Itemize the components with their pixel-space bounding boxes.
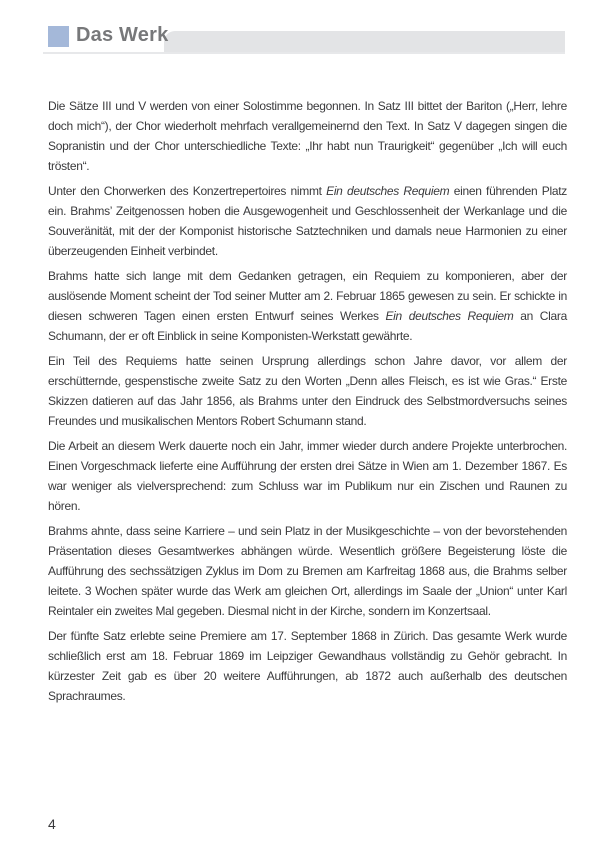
text-run: einen führenden Platz ein. Brahms’ Zeitgenossen hoben die Ausgewogenheit und Geschlossenheit der Werkanlage und die Souveränität, mit der der Komponist historische Satztechniken und damals neue Harmonien zu einer überzeugenden Einheit verbindet. bbox=[48, 184, 567, 258]
text-run: an Clara Schumann, der er oft Einblick in seine Komponisten-Werkstatt gewährte. bbox=[48, 309, 567, 343]
paragraph bbox=[48, 436, 567, 516]
chapter-title: Das Werk bbox=[76, 24, 169, 46]
text-run: Brahms hatte sich lange mit dem Gedanken getragen, ein Requiem zu komponieren, aber der auslösende Moment scheint der Tod seiner Mutter am 2. Februar 1865 gewesen zu sein. Er schickte in diesen schweren Tagen einen ersten Entwurf seines Werkes bbox=[48, 269, 567, 323]
page-number: 4 bbox=[48, 816, 56, 832]
text-run: Ein Teil des Requiems hatte seinen Ursprung allerdings schon Jahre davor, vor allem der erschütternde, gespenstische zweite Satz zu den Worten „Denn alles Fleisch, es ist wie Gras.“ Erste Skizzen datieren auf das Jahr 1856, als Brahms unter den Eindruck des Selbstmordversuchs seines Freundes und musikalischen Mentors Robert Schumann stand. bbox=[48, 354, 567, 428]
header-rule bbox=[43, 52, 565, 54]
paragraph bbox=[48, 626, 567, 706]
text-run: Die Sätze III und V werden von einer Solostimme begonnen. In Satz III bittet der Bariton („Herr, lehre doch mich“), der Chor wiederholt mehrfach verallgemeinernd den Text. In Satz V dagegen singen die Sopranistin und der Chor unterschiedliche Texte: „Ihr habt nun Traurigkeit“ gegenüber „Ich will euch trösten“. bbox=[48, 99, 567, 173]
text-run: Unter den Chorwerken des Konzertrepertoires nimmt bbox=[48, 184, 327, 198]
text-run: Die Arbeit an diesem Werk dauerte noch ein Jahr, immer wieder durch andere Projekte unterbrochen. Einen Vorgeschmack lieferte eine Aufführung der ersten drei Sätze in Wien am 1. Dezember 1867. Es war weniger als vielversprechend: zum Schluss war im Publikum nur ein Zischen und Raunen zu hören. bbox=[48, 439, 567, 513]
paragraph bbox=[48, 96, 567, 176]
header-tab-bar bbox=[164, 31, 565, 52]
text-run: Brahms ahnte, dass seine Karriere – und sein Platz in der Musikgeschichte – von der bevorstehenden Präsentation dieses Gesamtwerkes abhängen würde. Wesentlich größere Begeisterung löste die Aufführung des sechssätzigen Zyklus im Dom zu Bremen am Karfreitag 1868 aus, die Brahms selber leitete. 3 Wochen später wurde das Werk am gleichen Ort, allerdings im Saale der „Union“ unter Karl Reintaler ein zweites Mal gegeben. Diesmal nicht in der Kirche, sondern im Konzertsaal. bbox=[48, 524, 567, 618]
work-title-italic: Ein deutsches Requiem bbox=[326, 184, 450, 198]
paragraph bbox=[48, 521, 567, 621]
chapter-accent-square bbox=[48, 26, 69, 47]
paragraph bbox=[48, 266, 567, 346]
work-title-italic: Ein deutsches Requiem bbox=[385, 309, 514, 323]
paragraph bbox=[48, 181, 567, 261]
text-run: Der fünfte Satz erlebte seine Premiere am 17. September 1868 in Zürich. Das gesamte Werk wurde schließlich erst am 18. Februar 1869 im Leipziger Gewandhaus vollständig zu Gehör gebracht. In kürzester Zeit gab es über 20 weitere Aufführungen, ab 1872 auch außerhalb des deutschen Sprachraumes. bbox=[48, 629, 567, 703]
paragraph bbox=[48, 351, 567, 431]
page-content bbox=[48, 96, 567, 711]
